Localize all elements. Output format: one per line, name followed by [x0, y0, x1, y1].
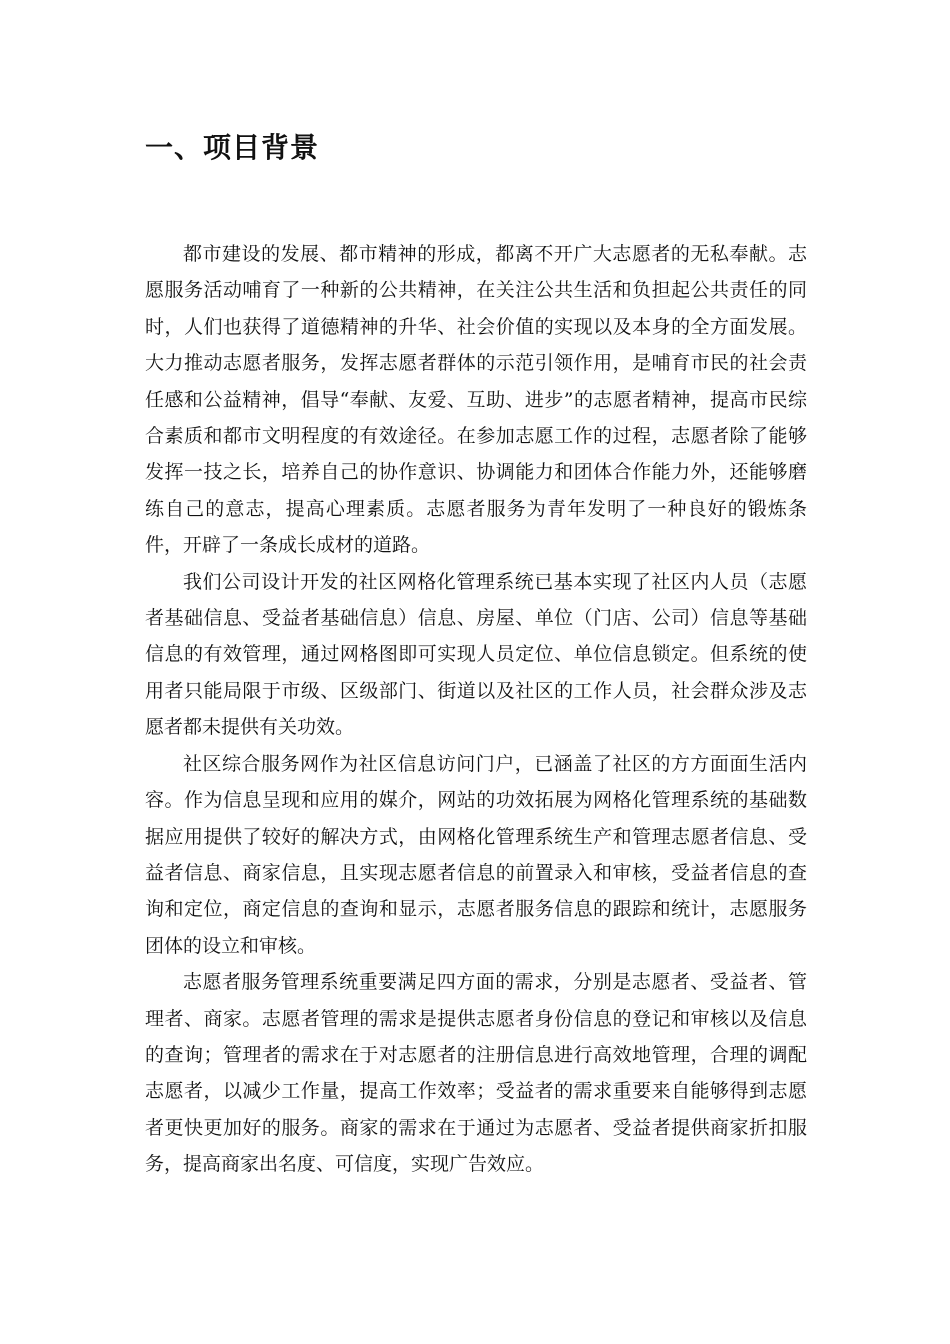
- paragraph: 志愿者服务管理系统重要满足四方面的需求，分别是志愿者、受益者、管理者、商家。志愿者管理的需求是提供志愿者身份信息的登记和审核以及信息的查询；管理者的需求在于对志愿者的注册信息进行高效地管理，合理的调配志愿者，以减少工作量，提高工作效率；受益者的需求重要来自能够得到志愿者更快更加好的服务。商家的需求在于通过为志愿者、受益者提供商家折扣服务，提高商家出名度、可信度，实现广告效应。: [145, 971, 807, 1176]
- paragraph: 都市建设的发展、都市精神的形成，都离不开广大志愿者的无私奉献。志愿服务活动哺育了一种新的公共精神，在关注公共生活和负担起公共责任的同时，人们也获得了道德精神的升华、社会价值的实现以及本身的全方面发展。大力推动志愿者服务，发挥志愿者群体的示范引领作用，是哺育市民的社会责任感和公益精神，倡导“奉献、友爱、互助、进步”的志愿者精神，提高市民综合素质和都市文明程度的有效途径。在参加志愿工作的过程，志愿者除了能够发挥一技之长，培养自己的协作意识、协调能力和团体合作能力外，还能够磨练自己的意志，提高心理素质。志愿者服务为青年发明了一种良好的锻炼条件，开辟了一条成长成材的道路。: [145, 243, 807, 557]
- paragraph: 我们公司设计开发的社区网格化管理系统已基本实现了社区内人员（志愿者基础信息、受益者基础信息）信息、房屋、单位（门店、公司）信息等基础信息的有效管理，通过网格图即可实现人员定位、单位信息锁定。但系统的使用者只能局限于市级、区级部门、街道以及社区的工作人员，社会群众涉及志愿者都未提供有关功效。: [145, 570, 807, 739]
- paragraph: 社区综合服务网作为社区信息访问门户，已涵盖了社区的方方面面生活内容。作为信息呈现和应用的媒介，网站的功效拓展为网格化管理系统的基础数据应用提供了较好的解决方式，由网格化管理系统生产和管理志愿者信息、受益者信息、商家信息，且实现志愿者信息的前置录入和审核，受益者信息的查询和定位，商定信息的查询和显示，志愿者服务信息的跟踪和统计，志愿服务团体的设立和审核。: [145, 752, 807, 957]
- section-heading: 一、项目背景: [145, 131, 320, 164]
- body-text: [145, 236, 807, 1183]
